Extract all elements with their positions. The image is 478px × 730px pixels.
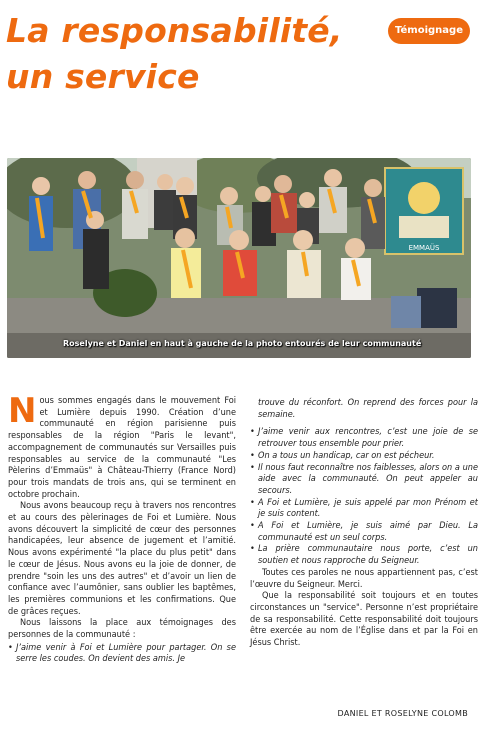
- group-photo: [7, 158, 471, 358]
- banner-label: EMMAÜS: [408, 244, 440, 252]
- drop-cap: N: [8, 391, 37, 431]
- title-line-2: un service: [6, 57, 200, 96]
- paragraph-3: Nous laissons la place aux témoignages des personnes de la communauté :: [8, 618, 236, 641]
- testimony-list: [250, 427, 478, 567]
- testimony-continuation: trouve du réconfort. On reprend des forces pour la semaine.: [258, 398, 478, 420]
- article-column-left: [8, 391, 236, 666]
- paragraph-2: Nous avons beaucoup reçu à travers nos rencontres et au cours des pèlerinages de Foi et Lumière. Nous avons découvert la simplicité de cœur des personnes handicapées, leur absence de jugement et l’amitié. Nous avons expérimenté "la place du plus petit" dans le cœur de Jésus. Nous avons eu la joie de donner, de prendre "soin les uns des autres" et d’avoir un lien de confiance avec l’aumônier, sans oublier les baptêmes, les premières communions et les confirmations. Que de grâces reçues.: [8, 501, 236, 617]
- intro-text: ous sommes engagés dans le mouvement Foi et Lumière depuis 1990. Création d’une communauté en région parisienne puis responsables de la région "Paris le levant", accompagnement de communautés sur Versailles puis responsables au service de la communauté "Les Pèlerins d’Emmaüs" à Château-Thierry (France Nord) pour trois mandats de trois ans, qui se terminent en octobre prochain.: [8, 396, 236, 500]
- testimony-item: • La prière communautaire nous porte, c’est un soutien et nous rapproche du Seigneur.: [250, 544, 478, 567]
- paragraph-4: Toutes ces paroles ne nous appartiennent pas, c’est l’œuvre du Seigneur. Merci.: [250, 567, 478, 590]
- testimony-item: • On a tous un handicap, car on est pécheur.: [250, 451, 478, 463]
- testimony-item: • A Foi et Lumière, je suis aimé par Dieu. La communauté est un seul corps.: [250, 521, 478, 544]
- title-line-1: La responsabilité,: [6, 11, 343, 50]
- testimony-list-start: [8, 643, 236, 666]
- testimony-item: • Il nous faut reconnaître nos faiblesses, alors on a une aide avec la communauté. On peut appeler au secours.: [250, 463, 478, 498]
- article-column-right: [250, 398, 478, 650]
- testimony-item: • A Foi et Lumière, je suis appelé par mon Prénom et je suis content.: [250, 498, 478, 521]
- category-badge: Témoignage: [388, 18, 470, 44]
- photo-caption: Roselyne et Daniel en haut à gauche de la photo entourés de leur communauté: [63, 339, 422, 348]
- photo-illustration: [7, 158, 471, 358]
- paragraph-5: Que la responsabilité soit toujours et en toutes circonstances un "service". Personne n’est propriétaire de sa responsabilité. Cette responsabilité doit toujours être exercée au nom de l’Église dans et par la Foi en Jésus Christ.: [250, 591, 478, 649]
- intro-paragraph: [8, 391, 236, 501]
- testimony-item: • J’aime venir à Foi et Lumière pour partager. On se serre les coudes. On devient des amis. Je: [8, 643, 236, 666]
- author-signature: DANIEL ET ROSELYNE COLOMB: [337, 709, 468, 718]
- testimony-item: • J’aime venir aux rencontres, c’est une joie de se retrouver tous ensemble pour prier.: [250, 427, 478, 450]
- article-title: [6, 8, 343, 100]
